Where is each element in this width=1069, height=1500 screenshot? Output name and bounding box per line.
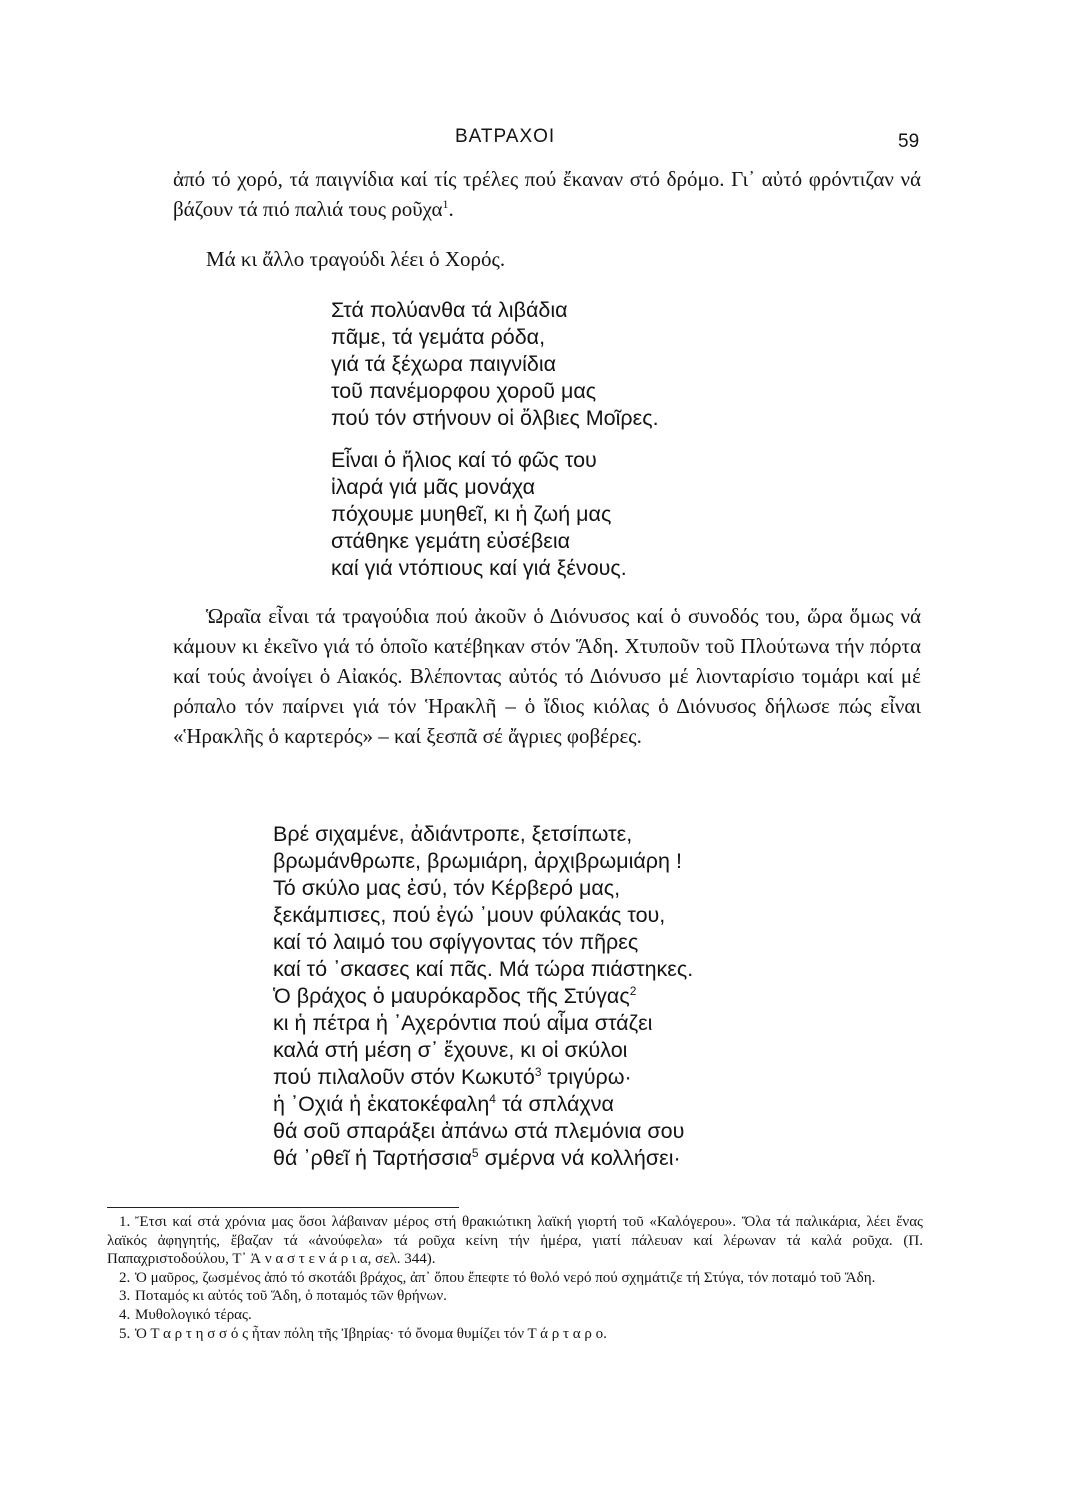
verse-line	[273, 1091, 693, 1118]
verse-line-text: ξεκάμπισες, πού ἐγώ ᾽μουν φύλακάς του,	[273, 903, 666, 927]
footnote-2	[107, 1269, 923, 1288]
verse-line	[273, 1037, 693, 1064]
footnote-ref-5[interactable]: 5	[471, 1145, 479, 1160]
footnote-text: Ἔτσι καί στά χρόνια μας ὅσοι λάβαιναν μέρος στή θρακιώτικη λαϊκή γιορτή τοῦ «Καλόγερου». Ὅλα τά παλικάρια, λέει ἕνας λαϊκός ἀφηγητής, ἔβαζαν τά «ἀνούφελα» τά ροῦχα κείνη τήν ἡμέρα, γιατί πάλευαν καί λέρωναν τά καλά ροῦχα. (Π. Παπαχριστοδούλου, Τ᾽ Ἀ ν α σ τ ε ν ά ρ ι α, σελ. 344).	[107, 1214, 923, 1268]
footnote-text: Μυθολογικό τέρας.	[135, 1306, 252, 1323]
verse-line-text: θά ᾽ρθεῖ ἡ Ταρτήσσια	[273, 1146, 472, 1170]
paragraph-3: Ὡραῖα εἶναι τά τραγούδια πού ἀκοῦν ὁ Διόνυσος καί ὁ συνοδός του, ὥρα ὅμως νά κάμουν κι ἐκεῖνο γιά τό ὁποῖο κατέβηκαν στόν Ἅδη. Χτυποῦν τοῦ Πλούτωνα τήν πόρτα καί τούς ἀνοίγει ὁ Αἰακός. Βλέποντας αὐτός τό Διόνυσο μέ λιονταρίσιο τομάρι καί μέ ρόπαλο τόν παίρνει γιά τόν Ἡρακλῆ – ὁ ἴδιος κιόλας ὁ Διόνυσος δήλωσε πώς εἶναι «Ἡρακλῆς ὁ καρτερός» – καί ξεσπᾶ σέ ἄγριες φοβέρες.	[173, 604, 921, 748]
verse-line: πᾶμε, τά γεμάτα ρόδα,	[331, 325, 546, 349]
verse-line-tail: σμέρνα νά κολλήσει·	[478, 1146, 681, 1170]
footnote-ref-3[interactable]: 3	[534, 1064, 542, 1079]
verse-line-tail: τριγύρω·	[541, 1065, 632, 1089]
verse-line	[273, 848, 693, 875]
verse-line: πού τόν στήνουν οἱ ὄλβιες Μοῖρες.	[331, 406, 659, 430]
paragraph-2: Μά κι ἄλλο τραγούδι λέει ὁ Χορός.	[206, 247, 506, 271]
verse-line: στάθηκε γεμάτη εὐσέβεια	[331, 529, 571, 553]
verse-line	[273, 983, 693, 1010]
verse-line-text: Τό σκύλο μας ἐσύ, τόν Κέρβερό μας,	[273, 876, 621, 900]
verse-line-text: πού πιλαλοῦν στόν Κωκυτό	[273, 1065, 535, 1089]
verse-line: Στά πολύανθα τά λιβάδια	[331, 298, 568, 322]
verse-line-text: θά σοῦ σπαράξει ἀπάνω στά πλεμόνια σου	[273, 1119, 685, 1143]
verse-line-text: ἡ ᾽Οχιά ἡ ἑκατοκέφαλη	[273, 1092, 490, 1116]
verse-line-text: Βρέ σιχαμένε, ἀδιάντροπε, ξετσίπωτε,	[273, 822, 633, 846]
footnote-text: Ποταμός κι αὐτός τοῦ Ἅδη, ὁ ποταμός τῶν θρήνων.	[135, 1288, 447, 1305]
footnote-divider	[107, 1207, 459, 1208]
verse-line-text: καλά στή μέση σ᾽ ἔχουνε, κι οἱ σκύλοι	[273, 1038, 628, 1062]
footnote-3	[107, 1287, 923, 1306]
verse-line	[273, 1064, 693, 1091]
verse-line: Εἶναι ὁ ἥλιος καί τό φῶς του	[331, 448, 597, 472]
verse-line	[273, 821, 693, 848]
footnote-5	[107, 1325, 923, 1344]
footnote-text: Ὁ Τ α ρ τ η σ σ ό ς ἦταν πόλη τῆς Ἰβηρίας· τό ὄνομα θυμίζει τόν Τ ά ρ τ α ρ ο.	[135, 1325, 607, 1342]
footnote-ref-2[interactable]: 2	[629, 983, 637, 998]
verse-line	[273, 929, 693, 956]
verse-line: γιά τά ξέχωρα παιγνίδια	[331, 352, 557, 376]
paragraph-1-end: .	[448, 197, 454, 221]
verse-line-text: καί τό λαιμό του σφίγγοντας τόν πῆρες	[273, 930, 639, 954]
paragraph-1	[173, 164, 921, 224]
verse-stanza-2	[331, 447, 627, 582]
footnote-number: 3.	[119, 1288, 131, 1305]
footnote-number: 1.	[119, 1214, 131, 1230]
footnote-4	[107, 1306, 923, 1325]
footnotes	[107, 1213, 923, 1343]
verse-line	[273, 1010, 693, 1037]
footnote-number: 5.	[119, 1325, 131, 1342]
footnote-1	[107, 1213, 923, 1269]
verse-line-text: καί τό ᾽σκασες καί πᾶς. Μά τώρα πιάστηκες.	[273, 957, 694, 981]
footnote-number: 2.	[119, 1269, 131, 1286]
verse-line-text: βρωμάνθρωπε, βρωμιάρη, ἀρχιβρωμιάρη !	[273, 849, 682, 873]
verse-line: ἱλαρά γιά μᾶς μονάχα	[331, 475, 536, 499]
verse-line: τοῦ πανέμορφου χοροῦ μας	[331, 379, 597, 403]
verse-line	[273, 1145, 693, 1172]
verse-stanza-1	[331, 297, 659, 432]
verse-line	[273, 1118, 693, 1145]
footnote-text: Ὁ μαῦρος, ζωσμένος ἀπό τό σκοτάδι βράχος, ἀπ᾽ ὅπου ἔπεφτε τό θολό νερό πού σχημάτιζε τή Στύγα, τόν ποταμό τοῦ Ἅδη.	[135, 1269, 876, 1286]
verse-line-text: Ὁ βράχος ὁ μαυρόκαρδος τῆς Στύγας	[273, 984, 630, 1008]
verse-stanza-3	[273, 821, 693, 1172]
footnote-number: 4.	[119, 1306, 131, 1323]
verse-line-tail: τά σπλάχνα	[495, 1092, 614, 1116]
paragraph-1-text: ἀπό τό χορό, τά παιγνίδια καί τίς τρέλες πού ἔκαναν στό δρόμο. Γι᾽ αὐτό φρόντιζαν νά βάζουν τά πιό παλιά τους ροῦχα	[173, 167, 921, 221]
verse-line: πόχουμε μυηθεῖ, κι ἡ ζωή μας	[331, 502, 612, 526]
running-title: ΒΑΤΡΑΧΟΙ	[455, 126, 556, 147]
verse-line	[273, 902, 693, 929]
footnote-ref-1[interactable]: 1	[442, 197, 449, 211]
page-number: 59	[898, 131, 920, 152]
verse-line-text: κι ἡ πέτρα ἡ ᾽Αχερόντια πού αἷμα στάζει	[273, 1011, 653, 1035]
footnote-ref-4[interactable]: 4	[489, 1091, 496, 1106]
verse-line	[273, 875, 693, 902]
verse-line: καί γιά ντόπιους καί γιά ξένους.	[331, 556, 627, 580]
verse-line	[273, 956, 693, 983]
